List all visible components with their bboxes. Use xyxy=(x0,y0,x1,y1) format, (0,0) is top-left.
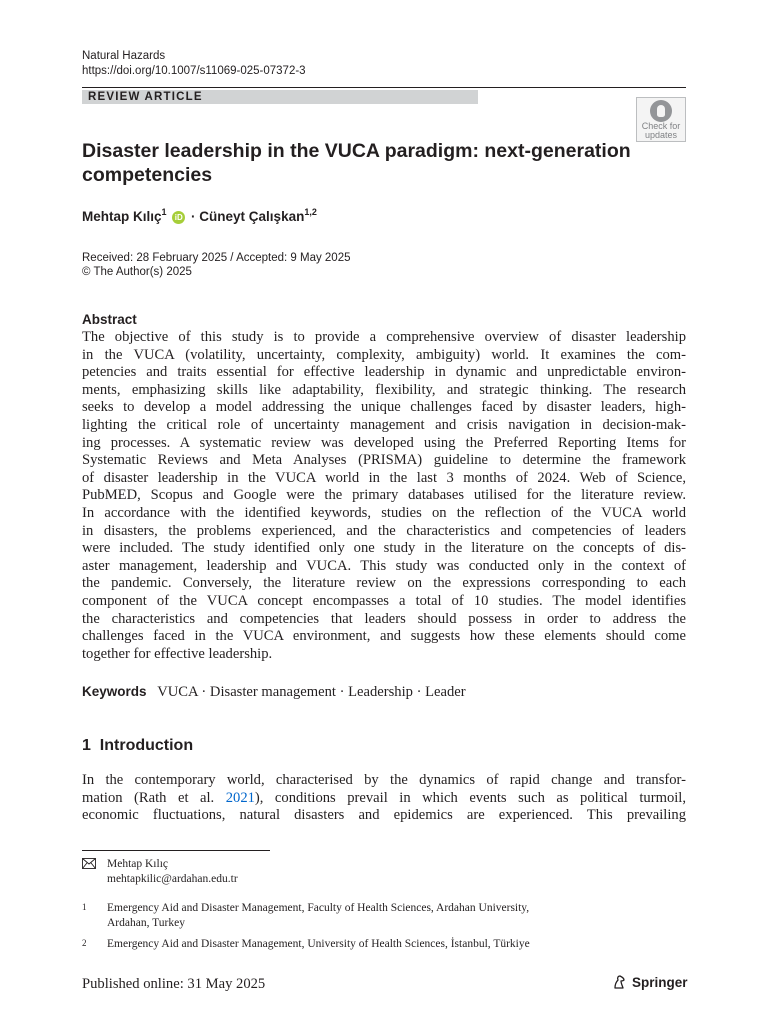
affiliation-1-line1: Emergency Aid and Disaster Management, Faculty of Health Sciences, Ardahan University, xyxy=(107,902,530,914)
article-type-label: REVIEW ARTICLE xyxy=(88,91,203,103)
abstract-line: the pandemic. Conversely, the literature review on the expressions corresponding to each xyxy=(82,575,686,592)
corresponding-email[interactable]: mehtapkilic@ardahan.edu.tr xyxy=(107,872,238,885)
abstract-body xyxy=(82,329,686,663)
abstract-line: The objective of this study is to provide a comprehensive overview of disaster leadership xyxy=(82,329,686,345)
springer-horse-icon xyxy=(612,975,626,989)
author-1-name[interactable]: Mehtap Kılıç xyxy=(82,209,162,224)
abstract-line: challenges faced in the VUCA environment, and suggests how these elements should come xyxy=(82,628,686,645)
affiliation-2-number: 2 xyxy=(82,938,87,948)
check-updates-icon xyxy=(650,100,672,122)
abstract-line: ing processes. A systematic review was developed using the Preferred Reporting Items for xyxy=(82,434,686,451)
abstract-line: in the VUCA (volatility, uncertainty, complexity, ambiguity) world. It examines the com- xyxy=(82,346,686,363)
intro-line xyxy=(82,790,686,808)
affiliation-1-number: 1 xyxy=(82,902,87,912)
abstract-line: ments, emphasizing skills like adaptability, flexibility, and strategic thinking. The research xyxy=(82,381,686,398)
author-separator: · xyxy=(187,209,200,224)
orcid-icon[interactable]: iD xyxy=(172,211,185,224)
title-line-2: competencies xyxy=(82,164,213,186)
affiliation-2 xyxy=(107,937,530,952)
intro-line: economic fluctuations, natural disasters and epidemics are experienced. This prevailing xyxy=(82,807,686,824)
keywords xyxy=(82,683,466,701)
footnote-rule xyxy=(82,850,270,851)
author-list xyxy=(82,207,317,228)
abstract-line: were included. The study identified only one study in the literature on the concepts of dis- xyxy=(82,540,686,557)
intro-text: ), conditions prevail in which events such as political turmoil, xyxy=(254,789,686,806)
keywords-label: Keywords xyxy=(82,684,147,699)
citation-link[interactable]: 2021 xyxy=(225,789,255,806)
publisher-logo xyxy=(612,974,688,992)
abstract-line: Systematic Reviews and Meta Analyses (PRISMA) guideline to determine the framework xyxy=(82,452,686,469)
abstract-line: together for effective leadership. xyxy=(82,645,273,662)
intro-line: In the contemporary world, characterised by the dynamics of rapid change and transfor- xyxy=(82,772,686,788)
abstract-heading: Abstract xyxy=(82,312,137,327)
keywords-text: VUCA · Disaster management · Leadership · Leader xyxy=(157,684,466,700)
article-title xyxy=(82,139,642,187)
affiliation-1-line2: Ardahan, Turkey xyxy=(107,916,185,929)
journal-header xyxy=(82,49,306,79)
corresponding-name: Mehtap Kılıç xyxy=(107,858,168,870)
received-accepted: Received: 28 February 2025 / Accepted: 9 May 2025 xyxy=(82,252,351,264)
title-line-1: Disaster leadership in the VUCA paradigm: next-generation xyxy=(82,140,631,162)
journal-name: Natural Hazards xyxy=(82,50,166,62)
article-dates xyxy=(82,251,351,279)
abstract-line: component of the VUCA concept encompasses a total of 10 studies. The model identifies xyxy=(82,592,686,609)
abstract-line: in disasters, the problems experienced, and the characteristics and competencies of leaders xyxy=(82,522,686,539)
author-2-name[interactable]: Cüneyt Çalışkan xyxy=(199,209,305,224)
check-updates-line1: Check for xyxy=(641,121,681,131)
check-for-updates-badge[interactable] xyxy=(636,97,686,142)
abstract-line: of disaster leadership in the VUCA world in the last 3 months of 2024. Web of Science, xyxy=(82,469,686,486)
abstract-line: PubMED, Scopus and Google were the primary databases utilised for the literature review. xyxy=(82,487,686,504)
abstract-line: In accordance with the identified keywords, studies on the reflection of the VUCA world xyxy=(82,504,686,521)
affiliation-1 xyxy=(107,901,529,930)
envelope-icon xyxy=(82,858,96,873)
abstract-line: aster management, leadership and VUCA. This study was conducted only in the context of xyxy=(82,557,686,574)
corresponding-author xyxy=(107,857,238,886)
intro-text: mation (Rath et al. xyxy=(82,789,226,806)
author-2-affiliation: 1,2 xyxy=(304,207,317,217)
doi-link[interactable]: https://doi.org/10.1007/s11069-025-07372-3 xyxy=(82,65,306,77)
abstract-line: lighting the critical role of uncertainty management and crisis navigation in decision-mak- xyxy=(82,416,686,433)
check-updates-line2: updates xyxy=(644,130,678,140)
abstract-line: the characteristics and competencies that leaders should possess in order to address the xyxy=(82,610,686,627)
author-1-affiliation: 1 xyxy=(161,207,167,217)
introduction-body xyxy=(82,772,686,825)
abstract-line: petencies and traits essential for effective leadership in dynamic and unpredictable environ- xyxy=(82,364,686,381)
section-heading-introduction: 1 Introduction xyxy=(82,737,194,754)
publisher-name: Springer xyxy=(632,975,688,990)
abstract-line: seeks to develop a model addressing the unique challenges faced by disaster leaders, high- xyxy=(82,399,686,416)
published-online: Published online: 31 May 2025 xyxy=(82,976,266,992)
copyright: © The Author(s) 2025 xyxy=(82,266,192,278)
header-rule xyxy=(82,87,686,88)
affiliation-2-line1: Emergency Aid and Disaster Management, University of Health Sciences, İstanbul, Türkiye xyxy=(107,938,530,950)
